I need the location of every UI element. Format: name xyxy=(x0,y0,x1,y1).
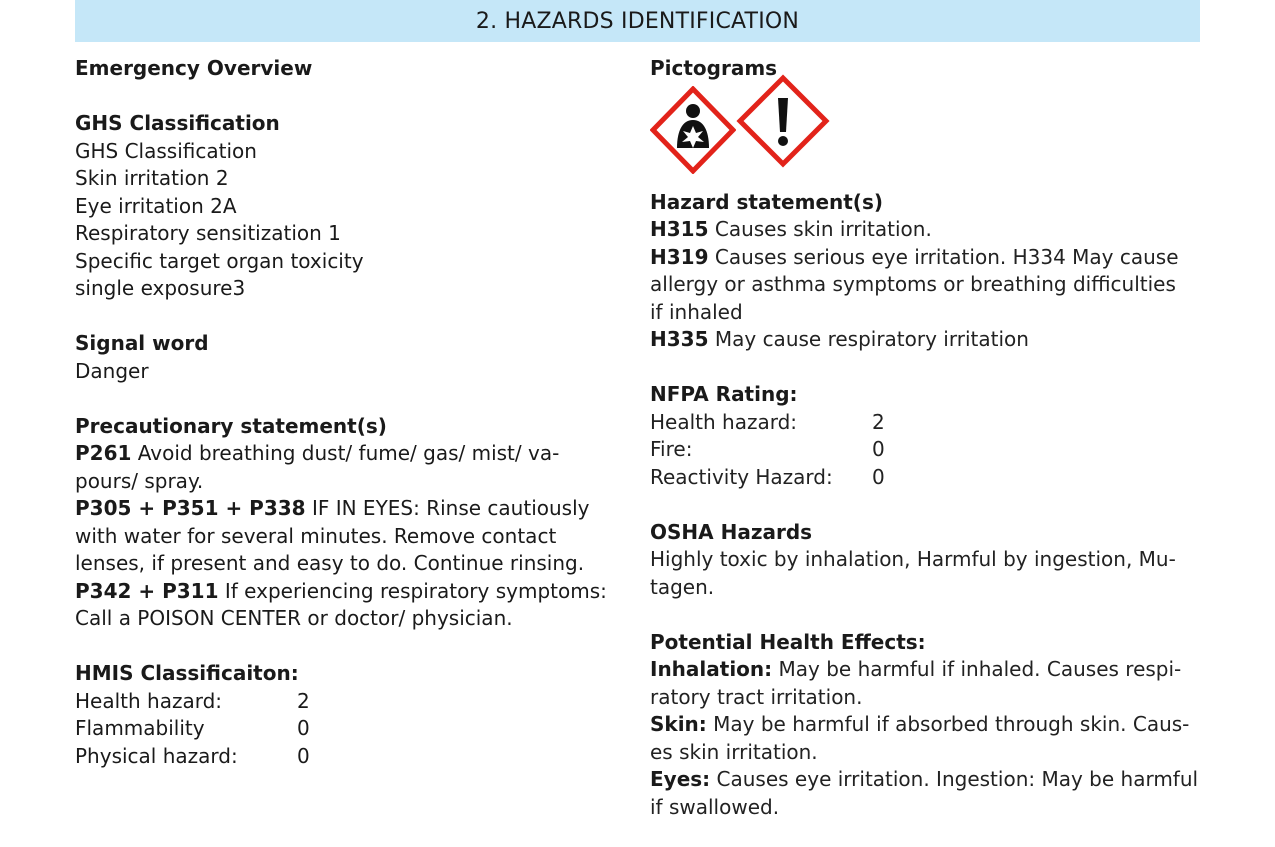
p342-text: If experiencing respiratory symptoms: xyxy=(218,578,607,603)
skin-effect xyxy=(650,711,1210,739)
h319-text: Causes serious eye irritation. H334 May cause xyxy=(708,244,1179,269)
hmis-row xyxy=(75,715,635,743)
hazard-h319 xyxy=(650,244,1210,272)
h335-text: May cause respiratory irritation xyxy=(708,327,1029,351)
h319-code: H319 xyxy=(650,244,709,269)
p305-text: IF IN EYES: Rinse cautiously xyxy=(305,496,590,520)
hmis-label: Physical hazard: xyxy=(75,743,238,768)
osha-text: Highly toxic by inhalation, Harmful by ingestion, Mu- xyxy=(650,547,1176,571)
ghs-line: GHS Classification xyxy=(75,138,257,163)
precautionary-p261 xyxy=(75,440,635,468)
p261-text: Avoid breathing dust/ fume/ gas/ mist/ va- xyxy=(131,441,560,465)
hazard-h335 xyxy=(650,326,1210,354)
ghs-line: Eye irritation 2A xyxy=(75,193,237,218)
left-column xyxy=(75,55,635,770)
eyes-effect xyxy=(650,766,1210,794)
nfpa-heading: NFPA Rating: xyxy=(650,382,798,406)
nfpa-label: Reactivity Hazard: xyxy=(650,464,833,489)
inhalation-text-cont: ratory tract irritation. xyxy=(650,684,863,709)
hmis-label: Flammability xyxy=(75,716,205,740)
precautionary-p305 xyxy=(75,495,635,523)
hmis-label: Health hazard: xyxy=(75,688,223,713)
health-effects-heading: Potential Health Effects: xyxy=(650,629,926,654)
hmis-value: 2 xyxy=(297,688,310,713)
p261-text-cont: pours/ spray. xyxy=(75,468,204,493)
eyes-text-cont: if swallowed. xyxy=(650,794,780,819)
h319-text-cont: if inhaled xyxy=(650,299,743,324)
h315-text: Causes skin irritation. xyxy=(708,217,932,241)
emergency-overview-heading: Emergency Overview xyxy=(75,56,313,80)
precautionary-heading: Precautionary statement(s) xyxy=(75,413,387,438)
inhalation-label: Inhalation: xyxy=(650,657,773,681)
nfpa-value: 0 xyxy=(872,464,885,489)
section-header xyxy=(75,0,1200,42)
ghs-line: Skin irritation 2 xyxy=(75,166,229,190)
p305-text-cont: lenses, if present and easy to do. Continue rinsing. xyxy=(75,551,585,575)
osha-heading: OSHA Hazards xyxy=(650,519,813,544)
nfpa-row xyxy=(650,409,1210,437)
h315-code: H315 xyxy=(650,217,709,241)
hmis-value: 0 xyxy=(297,743,310,768)
inhalation-text: May be harmful if inhaled. Causes respi- xyxy=(772,657,1182,681)
p261-code: P261 xyxy=(75,441,132,465)
hmis-row xyxy=(75,688,635,716)
skin-text: May be harmful if absorbed through skin. Caus- xyxy=(706,712,1190,736)
ghs-line: Specific target organ toxicity xyxy=(75,248,364,273)
section-title: 2. HAZARDS IDENTIFICATION xyxy=(475,8,800,34)
nfpa-row xyxy=(650,464,1210,492)
h319-text-cont: allergy or asthma symptoms or breathing difficulties xyxy=(650,272,1176,296)
hazard-statements-heading: Hazard statement(s) xyxy=(650,189,883,214)
nfpa-value: 2 xyxy=(872,409,885,434)
h335-code: H335 xyxy=(650,327,709,351)
right-column xyxy=(650,55,1210,821)
nfpa-label: Health hazard: xyxy=(650,409,798,434)
hmis-heading: HMIS Classificaiton: xyxy=(75,661,299,685)
ghs-classification-heading: GHS Classification xyxy=(75,111,280,135)
precautionary-p342 xyxy=(75,578,635,606)
signal-word-value: Danger xyxy=(75,358,149,383)
ghs-line: Respiratory sensitization 1 xyxy=(75,221,341,245)
eyes-text: Causes eye irritation. Ingestion: May be harmful xyxy=(710,767,1199,791)
ghs-line: single exposure3 xyxy=(75,276,246,300)
p342-code: P342 + P311 xyxy=(75,578,219,603)
skin-text-cont: es skin irritation. xyxy=(650,739,818,764)
hmis-value: 0 xyxy=(297,716,310,740)
eyes-label: Eyes: xyxy=(650,767,711,791)
inhalation-effect xyxy=(650,656,1210,684)
pictograms-heading: Pictograms xyxy=(650,56,778,80)
nfpa-row xyxy=(650,436,1210,464)
hmis-row xyxy=(75,743,635,771)
exclamation-mark-icon xyxy=(736,74,830,168)
p305-code: P305 + P351 + P338 xyxy=(75,496,306,520)
p342-text-cont: Call a POISON CENTER or doctor/ physician. xyxy=(75,606,513,630)
osha-text-cont: tagen. xyxy=(650,574,715,599)
skin-label: Skin: xyxy=(650,712,707,736)
pictogram-row xyxy=(650,86,1210,189)
nfpa-label: Fire: xyxy=(650,437,693,461)
nfpa-value: 0 xyxy=(872,437,885,461)
health-hazard-icon xyxy=(650,86,736,174)
signal-word-heading: Signal word xyxy=(75,331,209,355)
hazard-h315 xyxy=(650,216,1210,244)
p305-text-cont: with water for several minutes. Remove contact xyxy=(75,523,557,548)
